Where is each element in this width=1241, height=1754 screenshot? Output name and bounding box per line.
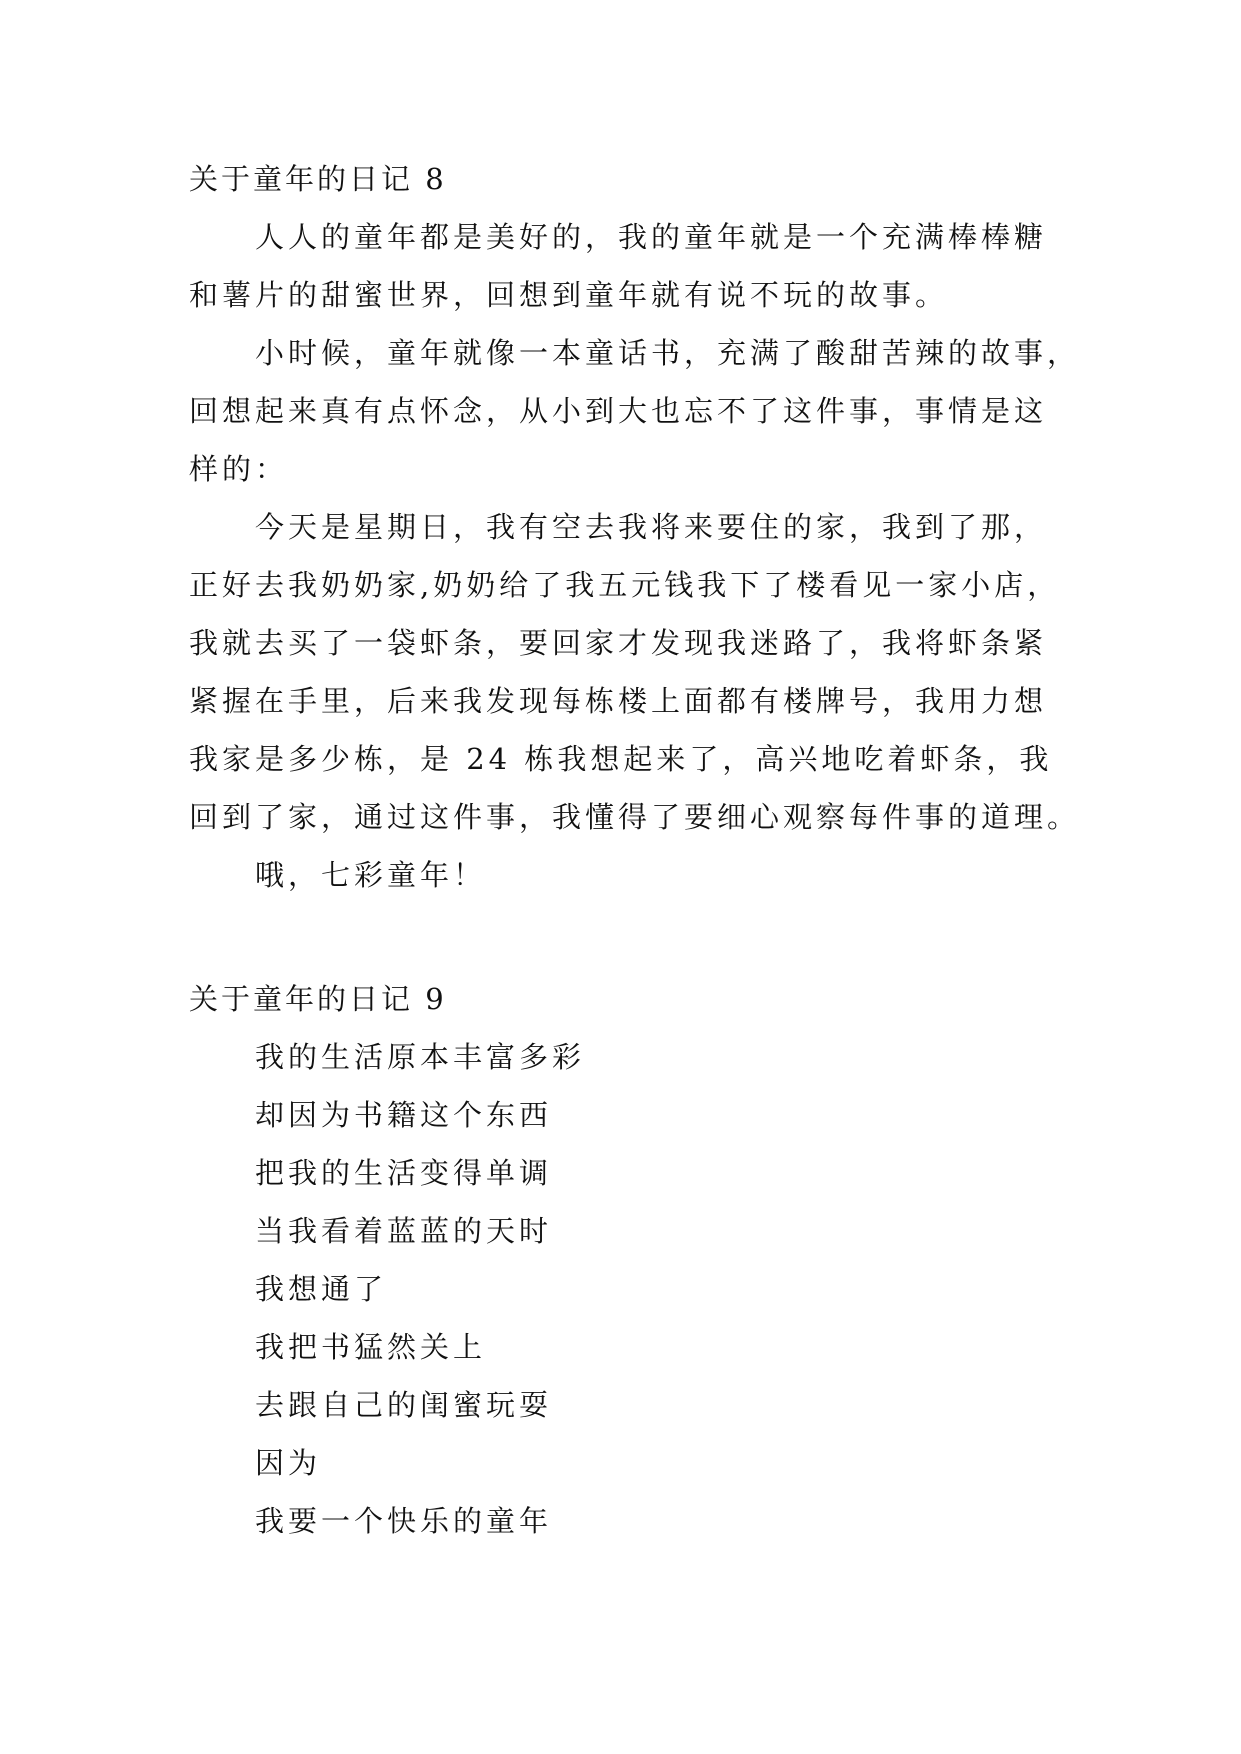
paragraph-line: 回想起来真有点怀念，从小到大也忘不了这件事，事情是这 [189,394,1048,428]
paragraph-line: 样的： [189,452,289,486]
entry-8-paragraph-1 [189,208,1059,324]
paragraph-line: 紧握在手里，后来我发现每栋楼上面都有楼牌号，我用力想 [189,684,1048,718]
document-page [189,150,1081,1550]
entry-8-paragraph-3 [189,498,1081,846]
paragraph-line: 今天是星期日，我有空去我将来要住的家，我到了那， [255,510,1048,544]
poem-line: 我的生活原本丰富多彩 [255,1040,586,1074]
poem-line: 却因为书籍这个东西 [255,1098,553,1132]
paragraph-line: 小时候，童年就像一本童话书，充满了酸甜苦辣的故事， [255,336,1081,370]
paragraph-line: 人人的童年都是美好的，我的童年就是一个充满棒棒糖 [255,220,1048,254]
paragraph-line: 和薯片的甜蜜世界，回想到童年就有说不玩的故事。 [189,278,949,312]
poem-line: 去跟自己的闺蜜玩耍 [255,1388,553,1422]
poem-line: 当我看着蓝蓝的天时 [255,1214,553,1248]
poem-line: 把我的生活变得单调 [255,1156,553,1190]
poem-line: 我把书猛然关上 [255,1330,487,1364]
entry-8-paragraph-2 [189,324,1081,498]
entry-8-title: 关于童年的日记 8 [189,162,447,196]
paragraph-line: 我家是多少栋，是 24 栋我想起来了，高兴地吃着虾条，我 [189,742,1053,776]
paragraph-line: 回到了家，通过这件事，我懂得了要细心观察每件事的道理。 [189,800,1081,834]
paragraph-line: 正好去我奶奶家,奶奶给了我五元钱我下了楼看见一家小店， [189,568,1061,602]
poem-line: 因为 [255,1446,322,1480]
poem-line: 我想通了 [255,1272,388,1306]
entry-9-poem [189,1028,1059,1550]
section-spacer [189,904,1059,970]
entry-9-title: 关于童年的日记 9 [189,982,447,1016]
paragraph-line: 我就去买了一袋虾条，要回家才发现我迷路了，我将虾条紧 [189,626,1048,660]
entry-8-closing-line: 哦，七彩童年！ [255,858,487,892]
poem-line: 我要一个快乐的童年 [255,1504,553,1538]
